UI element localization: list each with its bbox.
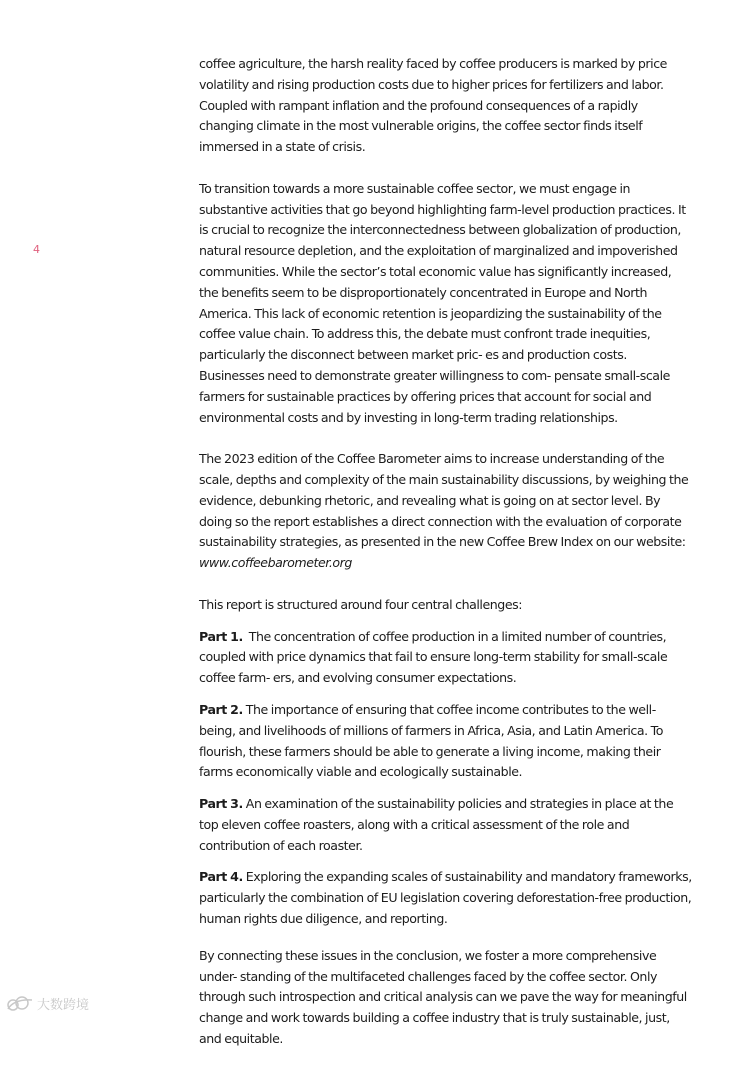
paragraph-closing: By connecting these issues in the conclusion, we foster a more comprehensive under- standing of the multifaceted challenges faced by the coffee sector. Only through such introspection and critical analysis can we pave the way for meaningful change and work towards building a coffee industry that is truly sustainable, just, and equitable. — [199, 947, 687, 1047]
watermark-logo-icon — [6, 995, 34, 1013]
watermark — [6, 994, 89, 1013]
page-number: 4 — [33, 243, 40, 256]
part-text: An examination of the sustainability policies and strategies in place at the top eleven coffee roasters, along with a critical assessment of the role and contribution of each roaster. — [199, 796, 674, 853]
part-item — [199, 700, 692, 783]
paragraph-edition-text: The 2023 edition of the Coffee Barometer aims to increase understanding of the scale, depths and complexity of the main sustainability discussions, by weighing the evidence, debunking rhetoric, and revealing what is going on at sector level. By doing so the report establishes a direct connection with the evaluation of corporate sustainability strategies, as presented in the new Coffee Brew Index on our website: — [199, 451, 689, 550]
part-text: The concentration of coffee production in a limited number of countries, coupled with price dynamics that fail to ensure long-term stability for small-scale coffee farm- ers, and evolving consumer expectations. — [199, 628, 668, 686]
part-label: Part 3. — [199, 796, 243, 812]
paragraph-crisis: coffee agriculture, the harsh reality faced by coffee producers is marked by price volatility and rising production costs due to higher prices for fertilizers and labor. Coupled with rampant inflation and the profound consequences of a rapidly changing climate in the most vulnerable origins, the coffee sector finds itself immersed in a state of crisis. — [199, 56, 667, 155]
paragraph-edition — [199, 449, 692, 574]
website-link[interactable]: www.coffeebarometer.org — [199, 555, 352, 571]
document-body — [199, 54, 692, 1071]
part-item — [199, 867, 692, 929]
part-item — [199, 627, 692, 689]
paragraph-intro: This report is structured around four central challenges: — [199, 596, 523, 612]
part-text: Exploring the expanding scales of sustainability and mandatory frameworks, particularly the combination of EU legislation covering deforestation-free production, human rights due diligence, and reporting. — [199, 869, 692, 927]
paragraph-transition: To transition towards a more sustainable coffee sector, we must engage in substantive activities that go beyond highlighting farm-level production practices. It is crucial to recognize the interconnectedness between globalization of production, natural resource depletion, and the exploitation of marginalized and impoverished communities. While the sector’s total economic value has significantly increased, the benefits seem to be disproportionately concentrated in Europe and North America. This lack of economic retention is jeopardizing the sustainability of the coffee value chain. To address this, the debate must confront trade inequities, particularly the disconnect between market pric- es and production costs. Businesses need to demonstrate greater willingness to com- pensate small-scale farmers for sustainable practices by offering prices that account for social and environmental costs and by investing in long-term trading relationships. — [199, 180, 686, 425]
part-label: Part 2. — [199, 701, 243, 717]
part-label: Part 4. — [199, 869, 243, 885]
watermark-text: 大数跨境 — [37, 998, 90, 1013]
part-text: The importance of ensuring that coffee income contributes to the well-being, and livelihoods of millions of farmers in Africa, Asia, and Latin America. To flourish, these farmers should be able to generate a living income, making their farms economically viable and ecologically sustainable. — [199, 701, 664, 780]
part-label: Part 1. — [199, 628, 243, 644]
part-item — [199, 794, 692, 856]
